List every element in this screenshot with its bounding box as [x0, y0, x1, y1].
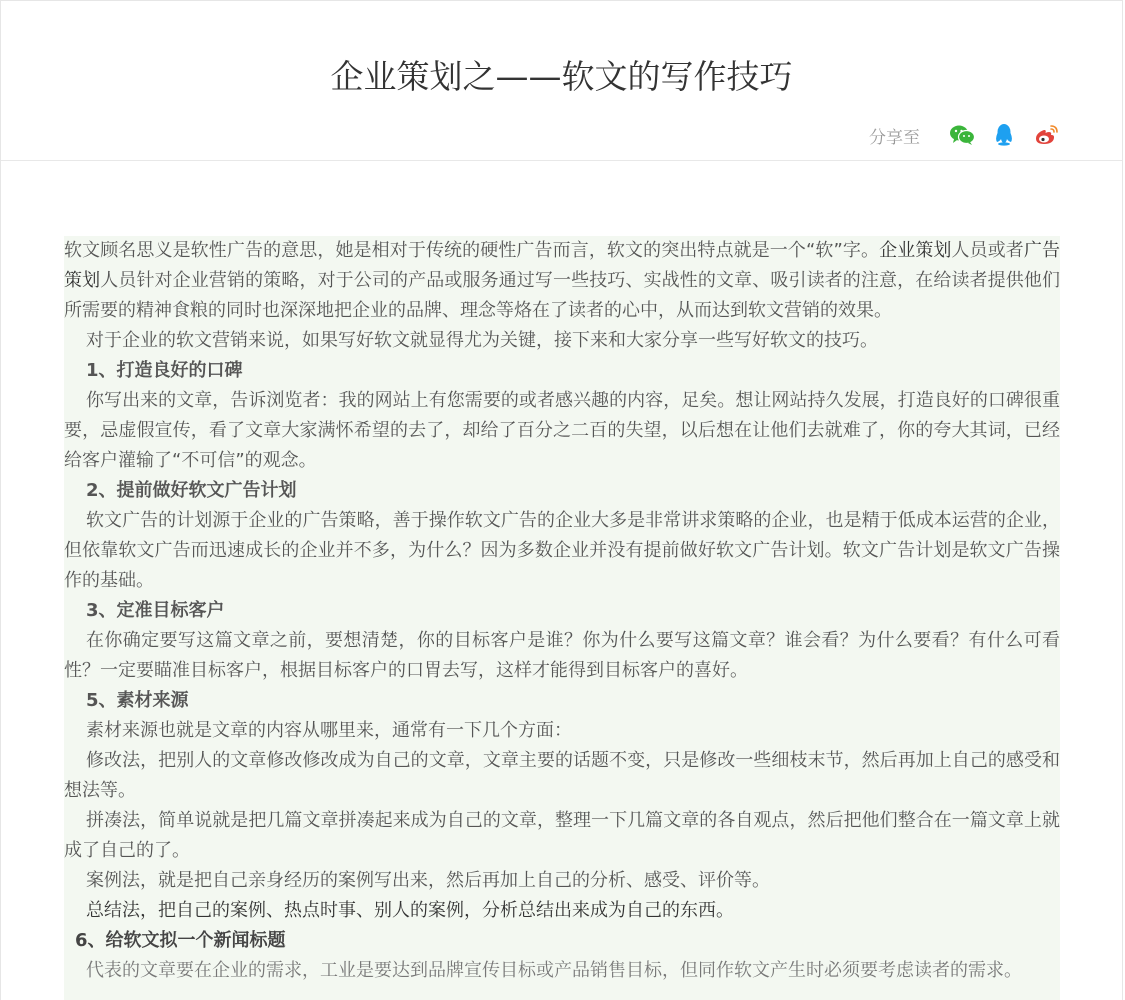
share-bar: [869, 122, 1060, 148]
qq-icon[interactable]: [990, 122, 1018, 148]
share-label: 分享至: [869, 127, 920, 148]
paragraph: 总结法，把自己的案例、热点时事、别人的案例，分析总结出来成为自己的东西。: [86, 900, 734, 921]
article-body: [64, 236, 1060, 1000]
paragraph: 案例法，就是把自己亲身经历的案例写出来，然后再加上自己的分析、感受、评价等。: [86, 870, 770, 891]
wechat-icon[interactable]: [948, 122, 976, 148]
paragraph: 素材来源也就是文章的内容从哪里来，通常有一下几个方面：: [86, 720, 572, 741]
section-heading: 3、定准目标客户: [86, 600, 225, 621]
paragraph: 软文广告的计划源于企业的广告策略，善于操作软文广告的企业大多是非常讲求策略的企业，也是精于低成本运营的企业，但依靠软文广告而迅速成长的企业并不多，为什么？因为多数企业并没有提前做好软文广告计划。软文广告计划是软文广告操作的基础。: [64, 510, 1060, 591]
intro-text-a: 软文顾名思义是软性广告的意思，她是相对于传统的硬性广告而言，软文的突出特点就是一个“软”字。: [64, 240, 880, 261]
weibo-icon[interactable]: [1032, 122, 1060, 148]
link-enterprise-planning[interactable]: 企业策划: [879, 240, 952, 261]
paragraph: 你写出来的文章，告诉浏览者：我的网站上有您需要的或者感兴趣的内容，足矣。想让网站持久发展，打造良好的口碑很重要，忌虚假宣传，看了文章大家满怀希望的去了，却给了百分之二百的失望，以后想在让他们去就难了，你的夸大其词，已经给客户灌输了“不可信”的观念。: [64, 390, 1060, 471]
paragraph: 对于企业的软文营销来说，如果写好软文就显得尤为关键，接下来和大家分享一些写好软文的技巧。: [86, 330, 878, 351]
section-heading: 5、素材来源: [86, 690, 189, 711]
intro-text-c: 人员针对企业营销的策略，对于公司的产品或服务通过写一些技巧、实战性的文章、吸引读者的注意，在给读者提供他们所需要的精神食粮的同时也深深地把企业的品牌、理念等烙在了读者的心中，从而达到软文营销的效果。: [64, 270, 1060, 321]
intro-paragraph: [64, 236, 1060, 326]
section-heading: 6、给软文拟一个新闻标题: [75, 930, 286, 951]
article-header: [1, 1, 1122, 161]
section-heading: 1、打造良好的口碑: [86, 360, 243, 381]
paragraph: 在你确定要写这篇文章之前，要想清楚，你的目标客户是谁？你为什么要写这篇文章？谁会看？为什么要看？有什么可看性？一定要瞄准目标客户，根据目标客户的口胃去写，这样才能得到目标客户的喜好。: [64, 630, 1060, 681]
paragraph: 修改法，把别人的文章修改修改成为自己的文章，文章主要的话题不变，只是修改一些细枝末节，然后再加上自己的感受和想法等。: [64, 750, 1060, 801]
paragraph: 代表的文章要在企业的需求，工业是要达到品牌宣传目标或产品销售目标，但同作软文产生时必须要考虑读者的需求。: [86, 960, 1022, 981]
paragraph: 拼凑法，简单说就是把几篇文章拼凑起来成为自己的文章，整理一下几篇文章的各自观点，然后把他们整合在一篇文章上就成了自己的了。: [64, 810, 1060, 861]
section-heading: 2、提前做好软文广告计划: [86, 480, 297, 501]
link-ad-planning[interactable]: 广告策划: [64, 240, 1060, 291]
page-title: 企业策划之——软文的写作技巧: [330, 57, 793, 96]
intro-text-b: 人员或者: [951, 240, 1024, 261]
